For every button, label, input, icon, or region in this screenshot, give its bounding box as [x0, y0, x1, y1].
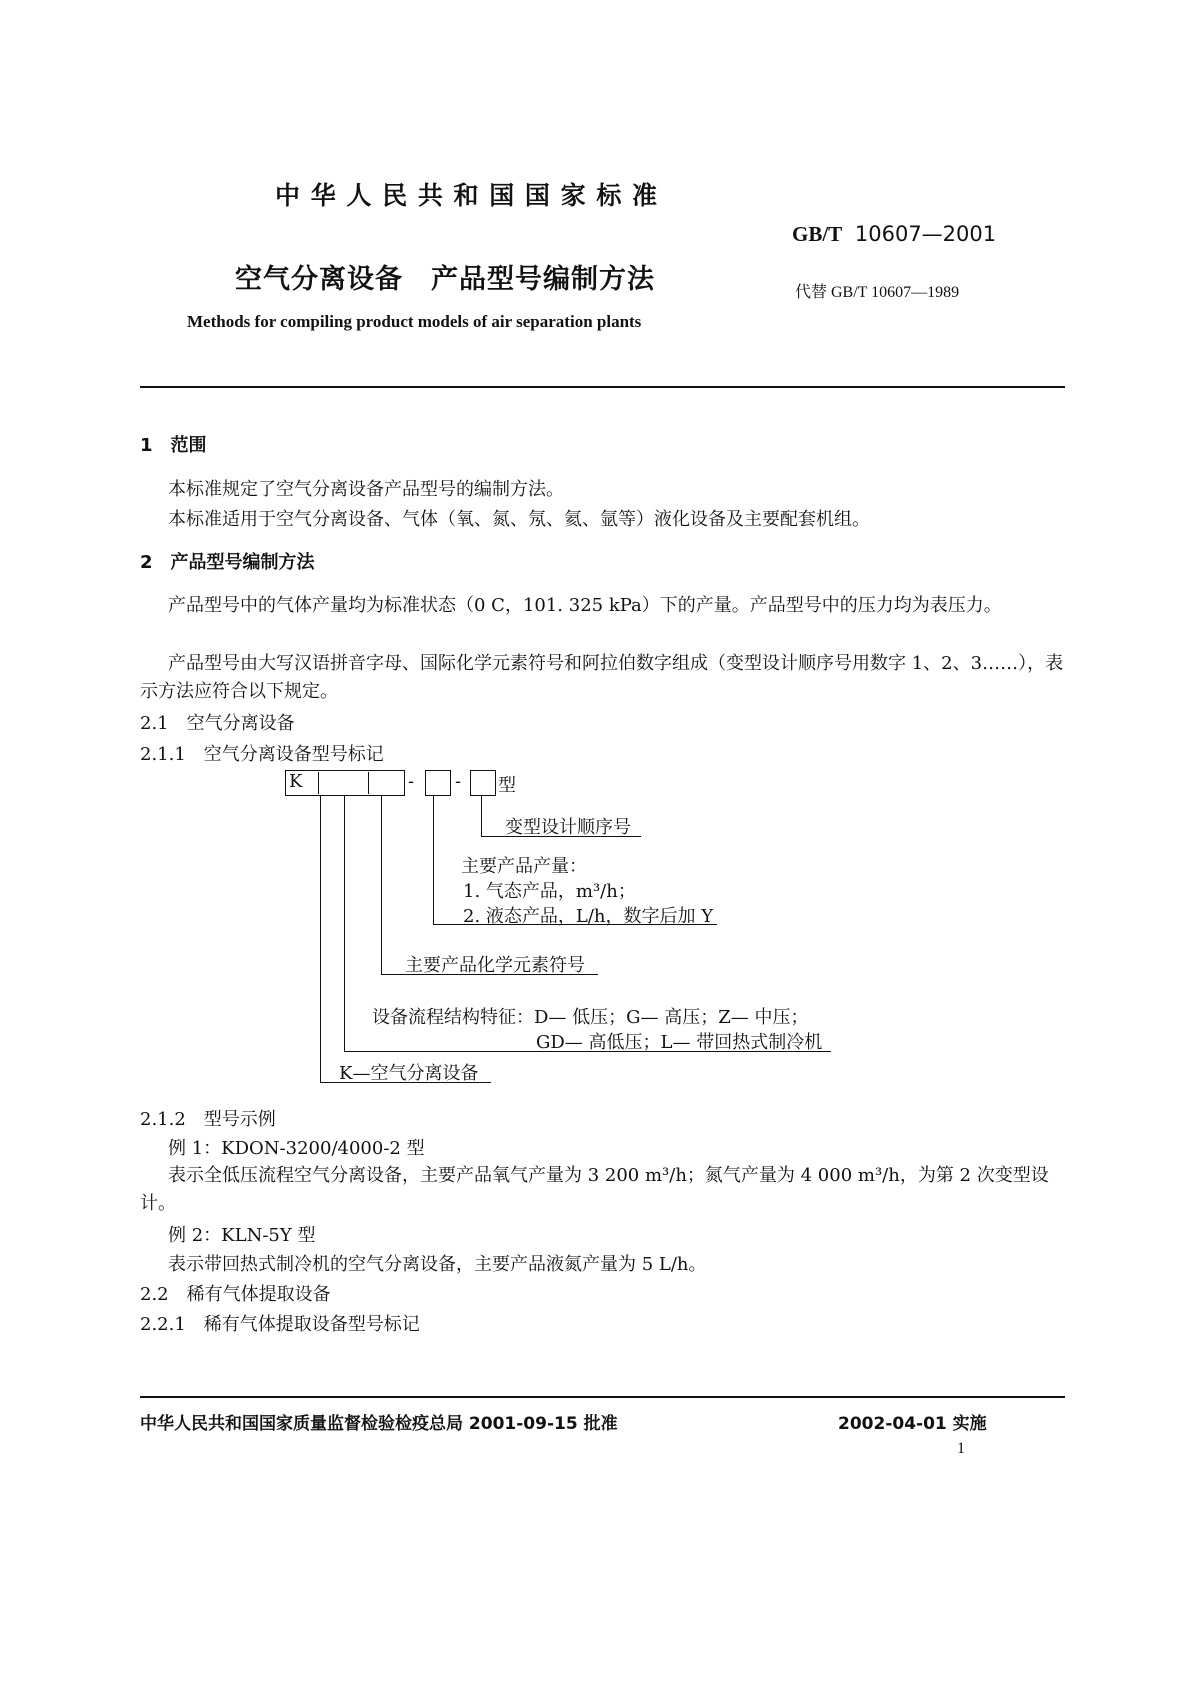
example-2-label: 例 2：KLN-5Y 型	[168, 1225, 316, 1246]
standard-code: 10607—2001	[854, 222, 997, 246]
label-variant-number: 变型设计顺序号	[505, 817, 631, 838]
subsection-2-2-1: 2.2.1 稀有气体提取设备型号标记	[140, 1314, 420, 1335]
label-output-gas: 1. 气态产品，m³/h；	[463, 881, 636, 902]
implementation-date: 2002-04-01 实施	[838, 1414, 987, 1434]
document-title-cn: 空气分离设备 产品型号编制方法	[235, 264, 655, 295]
label-flow-structure-2: GD— 高低压；L— 带回热式制冷机	[536, 1032, 823, 1053]
subsection-2-1-1: 2.1.1 空气分离设备型号标记	[140, 744, 384, 765]
subsection-2-2: 2.2 稀有气体提取设备	[140, 1284, 331, 1305]
example-1-text: 表示全低压流程空气分离设备，主要产品氧气产量为 3 200 m³/h；氮气产量为 4 000 m³/h，为第 2 次变型设计。	[140, 1165, 1049, 1214]
model-code-box	[285, 770, 405, 796]
section-2-heading: 2 产品型号编制方法	[140, 552, 315, 573]
box-divider-2	[368, 772, 369, 794]
subsection-2-1-2: 2.1.2 型号示例	[140, 1109, 276, 1130]
output-box	[425, 770, 451, 796]
section-1-para-2: 本标准适用于空气分离设备、气体（氧、氮、氖、氦、氩等）液化设备及主要配套机组。	[168, 509, 870, 530]
leader-output	[433, 796, 434, 924]
section-1-para-1: 本标准规定了空气分离设备产品型号的编制方法。	[168, 479, 564, 500]
section-1-heading: 1 范围	[140, 435, 207, 456]
footer-divider	[140, 1396, 1065, 1398]
label-flow-structure-1: 设备流程结构特征：D— 低压；G— 高压；Z— 中压；	[372, 1007, 809, 1028]
dash-2: -	[455, 771, 462, 792]
leader-element	[381, 796, 382, 974]
label-chemical-element: 主要产品化学元素符号	[405, 955, 585, 976]
box-divider-1	[318, 772, 319, 794]
replaces-standard: 代替 GB/T 10607—1989	[795, 284, 960, 301]
leader-flow	[344, 796, 345, 1051]
label-output-liquid: 2. 液态产品，L/h，数字后加 Y	[463, 906, 714, 927]
subsection-2-1: 2.1 空气分离设备	[140, 713, 295, 734]
leader-k	[320, 796, 321, 1082]
dash-1: -	[408, 771, 415, 792]
label-output-title: 主要产品产量：	[461, 856, 587, 877]
type-character: 型	[498, 775, 516, 796]
variant-box	[470, 770, 496, 796]
section-2-para-1: 产品型号中的气体产量均为标准状态（0 C，101. 325 kPa）下的产量。产品型号中的压力均为表压力。	[168, 595, 1002, 616]
example-2-text: 表示带回热式制冷机的空气分离设备，主要产品液氮产量为 5 L/h。	[168, 1254, 707, 1275]
header-divider	[140, 386, 1065, 388]
standard-prefix: GB/T	[792, 222, 843, 246]
example-1-label: 例 1：KDON-3200/4000-2 型	[168, 1138, 425, 1159]
label-k-meaning: K—空气分离设备	[339, 1063, 479, 1084]
leader-variant	[481, 796, 482, 836]
k-letter: K	[289, 771, 303, 792]
country-standard-heading: 中 华 人 民 共 和 国 国 家 标 准	[275, 181, 659, 210]
standard-number	[792, 222, 996, 247]
document-title-en: Methods for compiling product models of air separation plants	[187, 312, 642, 331]
page-number: 1	[957, 1440, 965, 1457]
approval-line: 中华人民共和国国家质量监督检验检疫总局 2001-09-15 批准	[140, 1414, 618, 1434]
section-2-para-2: 产品型号由大写汉语拼音字母、国际化学元素符号和阿拉伯数字组成（变型设计顺序号用数字 1、2、3……），表示方法应符合以下规定。	[140, 653, 1064, 702]
